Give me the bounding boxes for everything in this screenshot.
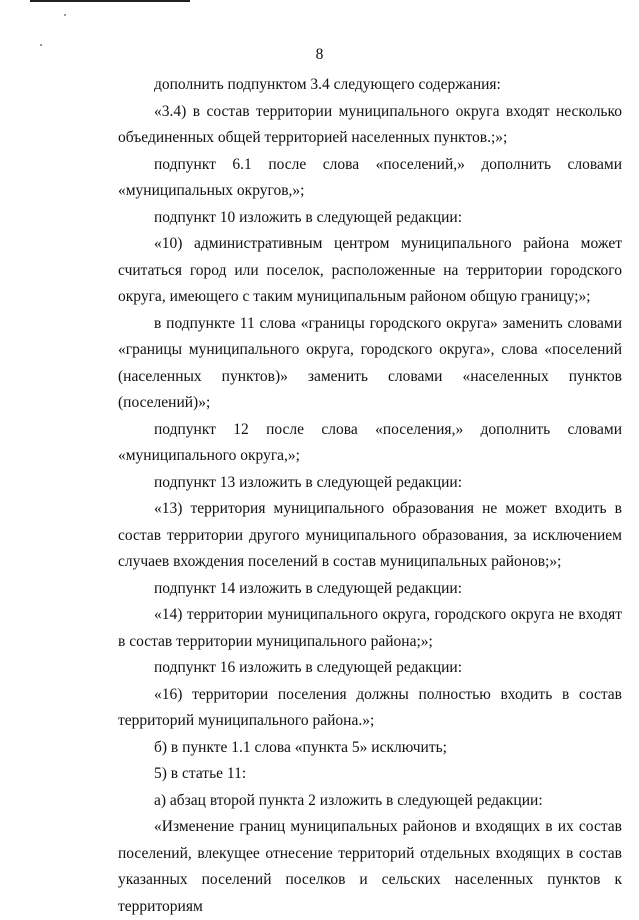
paragraph: подпункт 14 изложить в следующей редакции: [154, 579, 463, 597]
paragraph: «13) территория муниципального образования не может входить в состав территории другого муниципального образования, за исключением случаев вхождения поселений в состав муниципальных районов;»; [118, 500, 622, 570]
paragraph: 5) в статье 11: [154, 765, 247, 782]
paragraph: «16) территории поселения должны полностью входить в состав территорий муниципального района.»; [118, 685, 622, 729]
paragraph: подпункт 10 изложить в следующей редакции: [154, 208, 463, 226]
scan-edge-mark [30, 0, 190, 2]
paragraph: подпункт 16 изложить в следующей редакции: [154, 659, 463, 676]
paragraph: в подпункте 11 слова «границы городского округа» заменить словами «границы муниципального округа, городского округа», слова «поселений (населенных пунктов)» заменить словами «населенных пунктов (поселений)»; [118, 314, 622, 411]
document-body [118, 72, 622, 920]
paragraph: подпункт 13 изложить в следующей редакции: [154, 473, 463, 491]
paragraph: «10) административным центром муниципального района может считаться город или поселок, расположенные на территории городского округа, имеющего с таким муниципальным районом общую границу;»; [118, 235, 622, 305]
paragraph: а) абзац второй пункта 2 изложить в следующей редакции: [154, 791, 543, 809]
paragraph: подпункт 12 после слова «поселения,» дополнить словами «муниципального округа,»; [118, 420, 622, 464]
paragraph: «14) территории муниципального округа, городского округа не входят в состав территории муниципального района;»; [118, 606, 622, 650]
scan-speck [64, 14, 66, 16]
paragraph: «3.4) в состав территории муниципального округа входят несколько объединенных общей территорией населенных пунктов.;»; [118, 102, 622, 146]
paragraph: подпункт 6.1 после слова «поселений,» дополнить словами «муниципальных округов,»; [118, 155, 622, 199]
paragraph: б) в пункте 1.1 слова «пункта 5» исключить; [154, 738, 447, 756]
paragraph: дополнить подпунктом 3.4 следующего содержания: [154, 76, 501, 93]
paragraph: «Изменение границ муниципальных районов и входящих в их состав поселений, влекущее отнесение территорий отдельных входящих в состав указанных поселений поселков и сельских населенных пунктов к территориям [118, 818, 622, 915]
page-number: 8 [315, 46, 324, 63]
